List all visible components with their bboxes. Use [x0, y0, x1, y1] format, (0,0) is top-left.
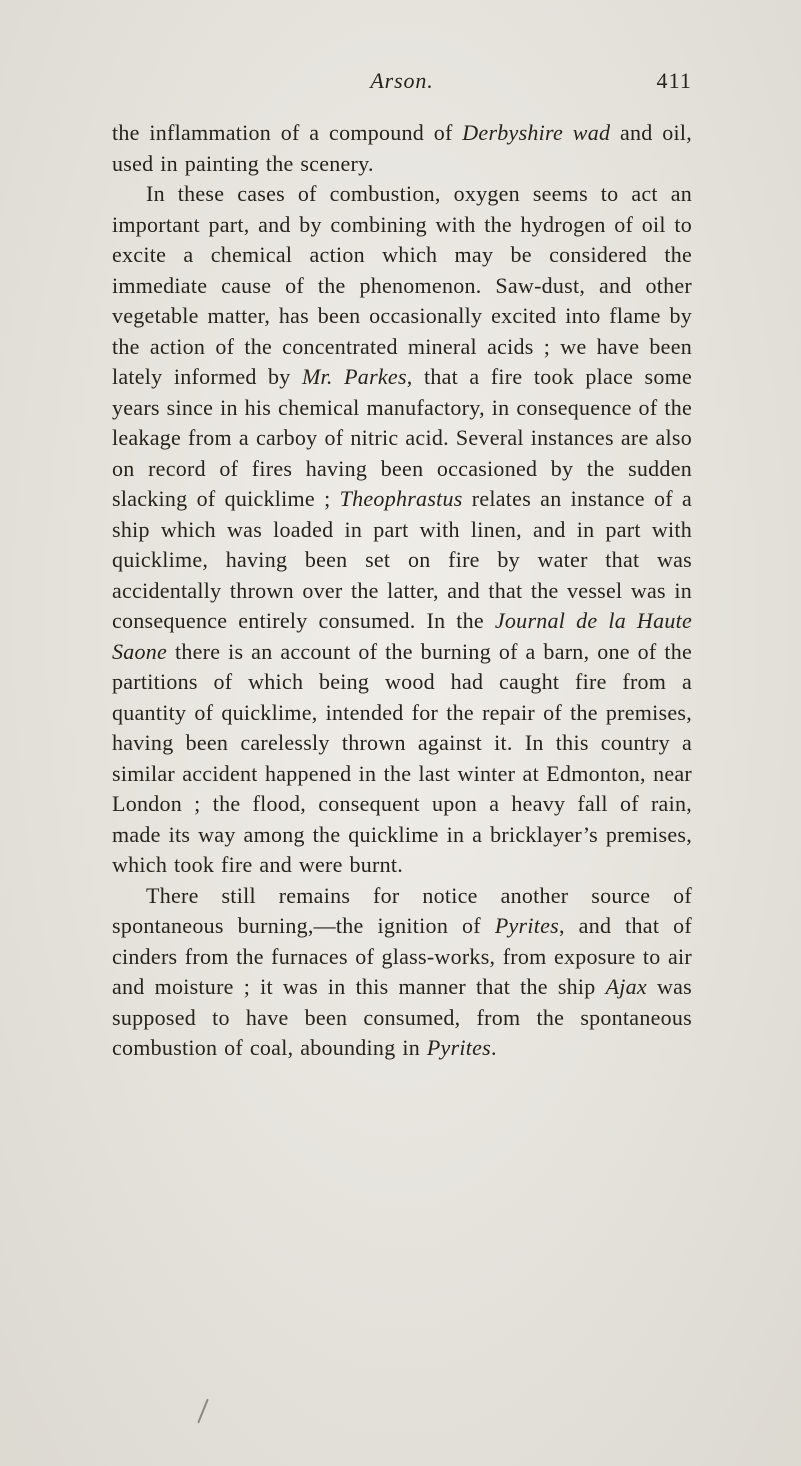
running-head — [112, 68, 692, 102]
page-number: 411 — [656, 68, 692, 93]
running-title: Arson. — [370, 68, 434, 93]
page-content — [112, 68, 692, 1064]
scan-artifact-mark — [197, 1399, 209, 1424]
paragraph: There still remains for notice another source of spontaneous burning,—the ignition of Pyrites, and that of cinders from the furnaces of glass-works, from exposure to air and moisture ; it was in this manner that the ship Ajax was supposed to have been consumed, from the spontaneous combustion of coal, abounding in Pyrites. — [112, 882, 693, 1060]
paragraph: In these cases of combustion, oxygen seems to act an important part, and by combining with the hydrogen of oil to excite a chemical action which may be considered the immediate cause of the phenomenon. Saw-dust, and other vegetable matter, has been occasionally excited into flame by the action of the concentrated mineral acids ; we have been lately informed by Mr. Parkes, that a fire took place some years since in his chemical manufactory, in consequence of the leakage from a carboy of nitric acid. Several instances are also on record of fires having been occasioned by the sudden slacking of quicklime ; Theophrastus relates an instance of a ship which was loaded in part with linen, and in part with quicklime, having been set on fire by water that was accidentally thrown over the latter, and that the vessel was in consequence entirely consumed. In the Journal de la Haute Saone there is an account of the burning of a barn, one of the partitions of which being wood had caught fire from a quantity of quicklime, intended for the repair of the premises, having been carelessly thrown against it. In this country a similar accident happened in the last winter at Edmonton, near London ; the flood, consequent upon a heavy fall of rain, made its way among the quicklime in a bricklayer’s premises, which took fire and were burnt. — [112, 181, 693, 877]
body-text — [112, 118, 692, 1064]
paragraph-continuation: the inflammation of a compound of Derbyshire wad and oil, used in painting the scenery. — [112, 120, 692, 176]
